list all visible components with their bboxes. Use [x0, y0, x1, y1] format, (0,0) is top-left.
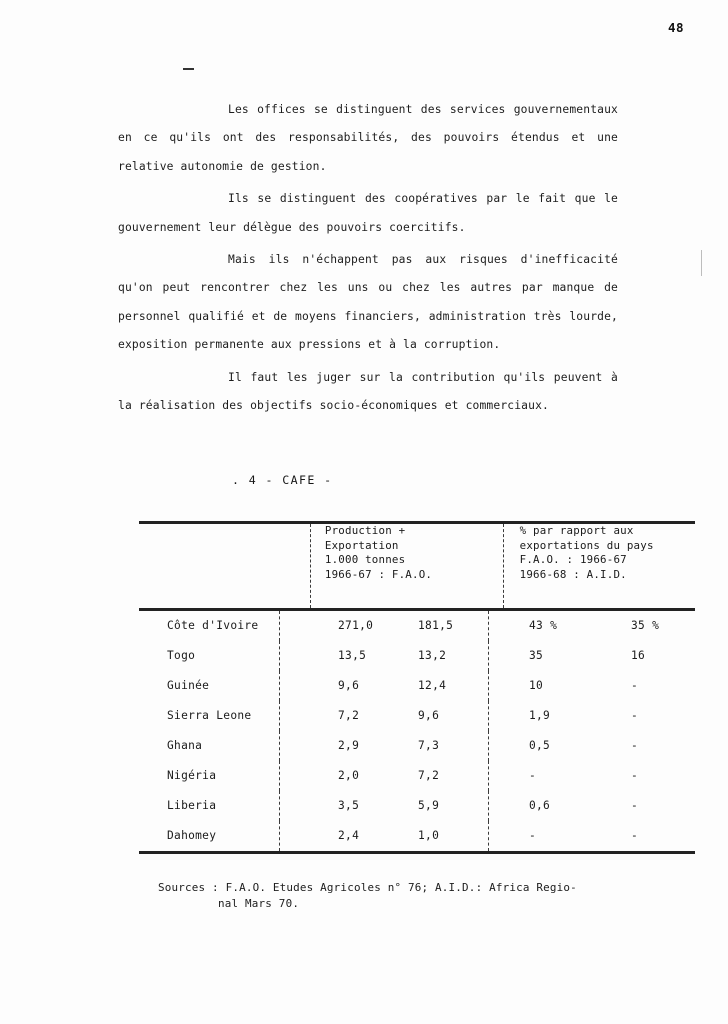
header-line-3: 1.000 tonnes: [324, 553, 406, 566]
table-row: [139, 731, 695, 761]
cell-production-value-a: 2,9: [338, 739, 360, 752]
cell-percentage: [488, 791, 695, 821]
header-line-1: % par rapport aux: [519, 524, 634, 537]
cell-percentage-value-a: 10: [528, 679, 544, 692]
cell-percentage: [488, 821, 695, 851]
body-text-block: [118, 96, 618, 424]
table-bottom-rule: [139, 851, 695, 854]
cell-production-value-b: 181,5: [418, 619, 454, 632]
cell-production-value-a: 2,4: [338, 829, 360, 842]
sources-line-1: Sources : F.A.O. Etudes Agricoles n° 76; A.I.D.: Africa Regio-: [158, 881, 577, 894]
cell-percentage-value-a: -: [528, 829, 537, 842]
cell-country: Guinée: [167, 679, 210, 692]
header-cell-country: [139, 524, 310, 608]
section-heading: . 4 - CAFE -: [232, 473, 333, 487]
cell-production-value-a: 13,5: [338, 649, 367, 662]
header-cell-percentage: [503, 524, 695, 608]
cell-country: Sierra Leone: [167, 709, 252, 722]
table-row: [139, 821, 695, 851]
cell-percentage-value-a: 35: [528, 649, 544, 662]
cell-production-value-a: 9,6: [338, 679, 360, 692]
header-line-3: F.A.O. : 1966-67: [519, 553, 627, 566]
cell-percentage-value-b: -: [630, 739, 639, 752]
paragraph-2: Ils se distinguent des coopératives par le fait que le gouvernement leur délègue des pouvoirs coercitifs.: [118, 192, 618, 234]
cell-production: [280, 701, 489, 731]
cell-percentage: [488, 731, 695, 761]
cell-country: Ghana: [167, 739, 203, 752]
cell-percentage: [488, 641, 695, 671]
cell-production-value-b: 9,6: [418, 709, 440, 722]
cell-percentage-value-a: -: [528, 769, 537, 782]
table-row: [139, 611, 695, 641]
cell-percentage-value-b: -: [630, 679, 639, 692]
cell-production-value-a: 7,2: [338, 709, 360, 722]
sources-note: [158, 880, 678, 911]
cell-production-value-b: 1,0: [418, 829, 440, 842]
cell-production-value-a: 3,5: [338, 799, 360, 812]
cell-percentage-value-a: 0,6: [528, 799, 551, 812]
table-row: [139, 671, 695, 701]
table-row: [139, 761, 695, 791]
coffee-statistics-table: [139, 521, 695, 854]
cell-production: [280, 761, 489, 791]
cell-production: [280, 791, 489, 821]
cell-production-value-b: 12,4: [418, 679, 447, 692]
cell-country: Côte d'Ivoire: [167, 619, 259, 632]
table-row: [139, 701, 695, 731]
cell-country: Dahomey: [167, 829, 217, 842]
cell-percentage: [488, 611, 695, 641]
header-line-2: Exportation: [324, 538, 399, 552]
page-number: 48: [667, 20, 684, 35]
paragraph-3: Mais ils n'échappent pas aux risques d'inefficacité qu'on peut rencontrer chez les uns ou chez les autres par manque de personnel qualifié et de moyens financiers, administration très lourde, exposition permanente aux pressions et à la corruption.: [118, 253, 618, 352]
cell-percentage-value-a: 43 %: [528, 619, 558, 632]
cell-production-value-b: 7,2: [418, 769, 440, 782]
cell-production-value-a: 2,0: [338, 769, 360, 782]
cell-percentage-value-b: -: [630, 799, 639, 812]
cell-production-value-b: 13,2: [418, 649, 447, 662]
cell-country: Nigéria: [167, 769, 217, 782]
table-body: [139, 524, 695, 608]
cell-country: Liberia: [167, 799, 217, 812]
header-line-2: exportations du pays: [519, 538, 654, 552]
cell-percentage-value-b: -: [630, 709, 639, 722]
cell-country: Togo: [167, 649, 196, 662]
cell-percentage-value-b: 16: [630, 649, 646, 662]
cell-percentage-value-b: -: [630, 769, 639, 782]
page-edge-mark: [701, 250, 702, 276]
header-line-4: 1966-67 : F.A.O.: [324, 567, 433, 581]
table-data-rows: [139, 611, 695, 851]
cell-percentage: [488, 701, 695, 731]
table-row: [139, 791, 695, 821]
table-row: [139, 641, 695, 671]
cell-percentage-value-a: 1,9: [528, 709, 551, 722]
header-cell-production: [310, 524, 503, 608]
table-header-row: [139, 524, 695, 608]
margin-dash-mark: [183, 68, 194, 70]
paragraph-1: Les offices se distinguent des services gouvernementaux en ce qu'ils ont des responsabilités, des pouvoirs étendus et une relative autonomie de gestion.: [118, 103, 618, 173]
cell-percentage: [488, 671, 695, 701]
cell-production-value-a: 271,0: [338, 619, 374, 632]
cell-percentage-value-a: 0,5: [528, 739, 551, 752]
header-line-4: 1966-68 : A.I.D.: [519, 567, 627, 581]
cell-production: [280, 821, 489, 851]
cell-percentage: [488, 761, 695, 791]
paragraph-4: Il faut les juger sur la contribution qu'ils peuvent à la réalisation des objectifs socio-économiques et commerciaux.: [118, 370, 618, 413]
cell-percentage-value-b: -: [630, 829, 639, 842]
cell-production-value-b: 7,3: [418, 739, 440, 752]
cell-production: [280, 731, 489, 761]
sources-line-2: nal Mars 70.: [218, 896, 300, 910]
header-line-1: Production +: [324, 524, 406, 537]
cell-production: [280, 641, 489, 671]
cell-production: [280, 671, 489, 701]
cell-percentage-value-b: 35 %: [630, 619, 660, 632]
cell-production-value-b: 5,9: [418, 799, 440, 812]
cell-production: [280, 611, 489, 641]
